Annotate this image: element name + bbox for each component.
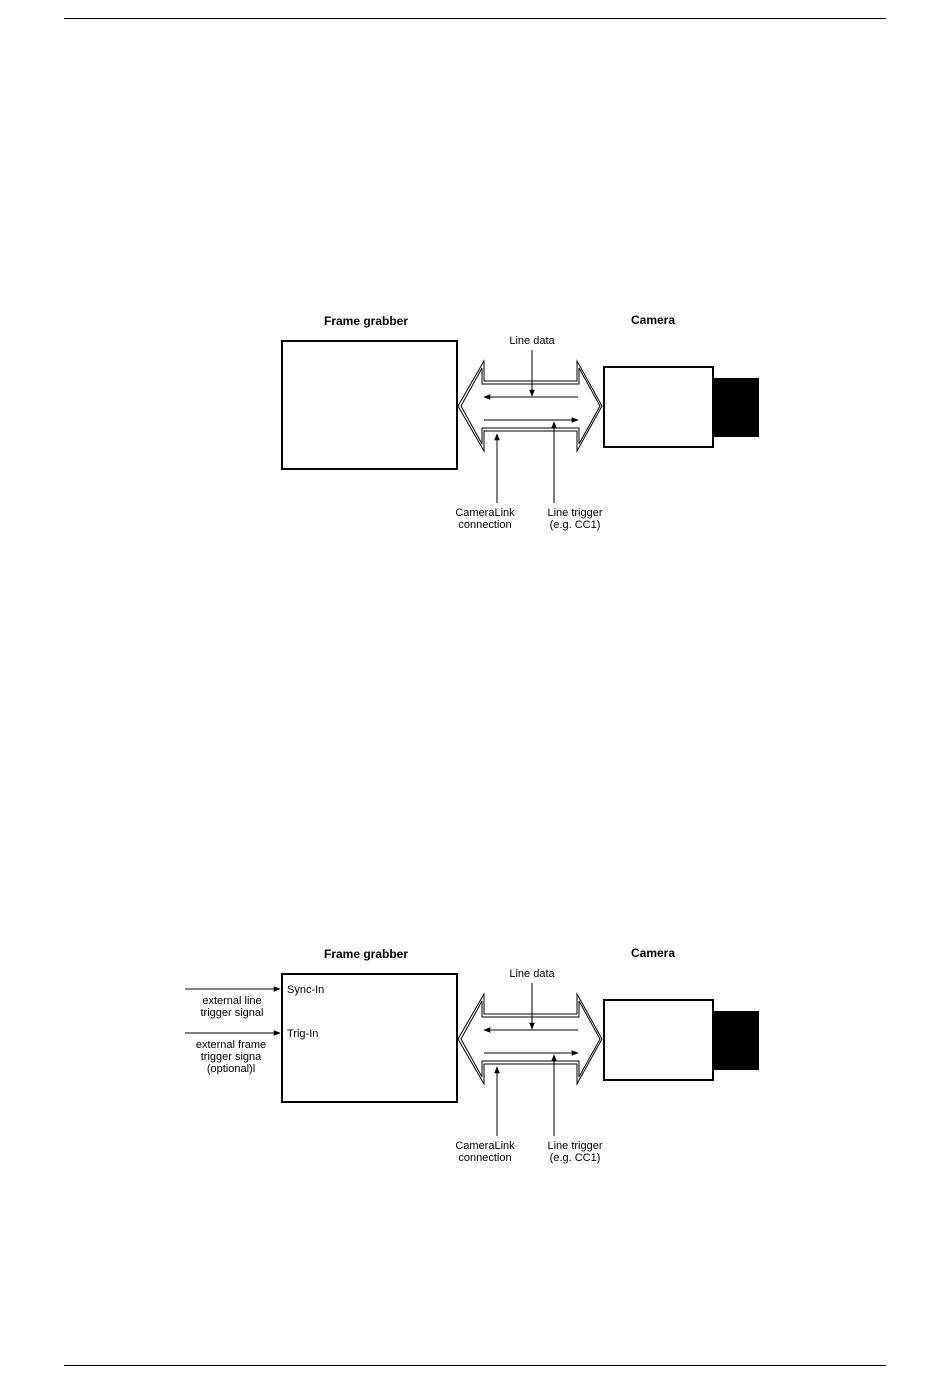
line-data-label: Line data xyxy=(509,335,555,347)
camera-title: Camera xyxy=(630,946,676,960)
line-trigger-label-2: (e.g. CC1) xyxy=(549,1152,601,1164)
header-rule xyxy=(64,18,886,19)
cameralink-label-1: CameraLink xyxy=(455,507,515,519)
line-trigger-label-1: Line trigger xyxy=(547,507,603,519)
trig-in-label: Trig-In xyxy=(287,1028,319,1040)
line-trigger-label-2: (e.g. CC1) xyxy=(549,519,601,531)
camera-lens xyxy=(714,1011,759,1070)
line-data-label: Line data xyxy=(509,968,555,980)
line-trigger-label-1: Line trigger xyxy=(547,1140,603,1152)
camera-body xyxy=(604,367,713,447)
cameralink-label-2: connection xyxy=(458,519,512,531)
cameralink-connector xyxy=(458,994,602,1084)
frame-grabber-box xyxy=(282,341,457,469)
camera-title: Camera xyxy=(630,313,676,327)
ext-frame-label-3: (optional)l xyxy=(206,1063,256,1075)
external-trigger-diagram xyxy=(0,935,950,1185)
line-trigger-diagram xyxy=(0,300,950,550)
sync-in-label: Sync-In xyxy=(287,984,325,996)
ext-line-label-2: trigger signal xyxy=(200,1007,264,1019)
ext-frame-label-1: external frame xyxy=(195,1039,267,1051)
frame-grabber-title: Frame grabber xyxy=(323,314,409,328)
ext-frame-label-2: trigger signa xyxy=(200,1051,262,1063)
frame-grabber-title: Frame grabber xyxy=(323,947,409,961)
footer-rule xyxy=(64,1365,886,1366)
cameralink-connector xyxy=(458,361,602,451)
camera-lens xyxy=(714,378,759,437)
camera-body xyxy=(604,1000,713,1080)
ext-line-label-1: external line xyxy=(202,995,262,1007)
cameralink-label-2: connection xyxy=(458,1152,512,1164)
cameralink-label-1: CameraLink xyxy=(455,1140,515,1152)
